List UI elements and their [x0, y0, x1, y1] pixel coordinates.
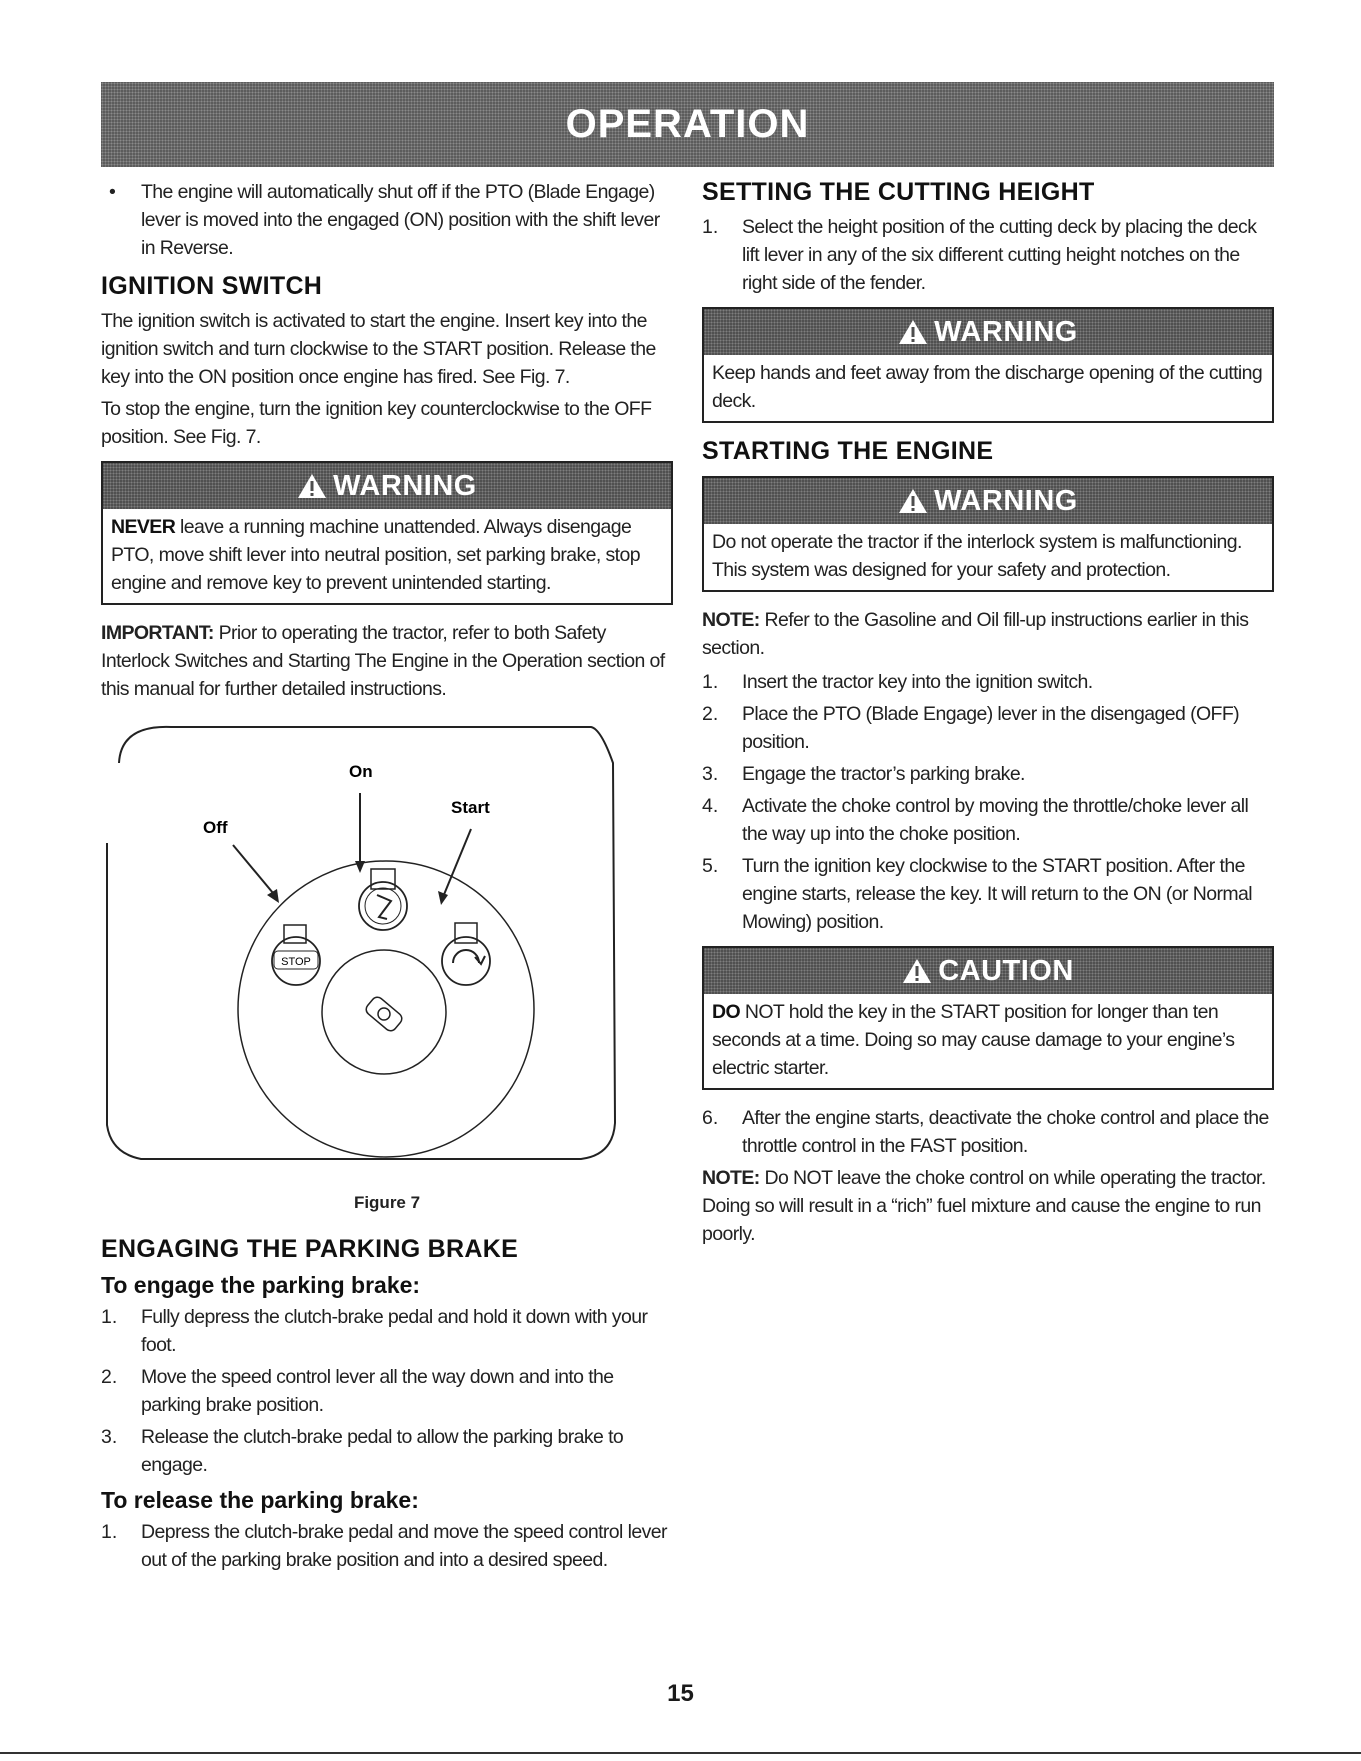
warning-title: WARNING	[934, 315, 1078, 348]
list-item: 3. Release the clutch-brake pedal to allow the parking brake to engage.	[101, 1426, 624, 1476]
stop-position-icon	[272, 925, 320, 985]
on-position-icon	[359, 869, 407, 930]
list-item: 6. After the engine starts, deactivate the choke control and place the throttle control in the FAST position.	[702, 1107, 1269, 1157]
caution-text	[704, 994, 1272, 1088]
caution-lead: DO	[712, 1001, 741, 1023]
warning-header	[704, 478, 1272, 524]
warning-box-interlock	[702, 476, 1274, 592]
list-item: 1. Insert the tractor key into the ignition switch.	[702, 671, 1093, 693]
parking-brake-heading: ENGAGING THE PARKING BRAKE	[101, 1235, 519, 1263]
on-label: On	[349, 762, 373, 781]
note-text: Refer to the Gasoline and Oil fill-up instructions earlier in this section.	[702, 609, 1249, 659]
list-item: 2. Move the speed control lever all the way down and into the parking brake position.	[101, 1366, 614, 1416]
warning-title: WARNING	[934, 484, 1078, 517]
warning-triangle-icon	[898, 488, 928, 514]
starting-engine-heading: STARTING THE ENGINE	[702, 437, 994, 465]
list-item: 1. Depress the clutch-brake pedal and move the speed control lever out of the parking brake position and into a desired speed.	[101, 1521, 667, 1571]
list-item: 3. Engage the tractor’s parking brake.	[702, 763, 1025, 785]
note-text: Do NOT leave the choke control on while operating the tractor. Doing so will result in a “rich” fuel mixture and cause the engine to run poorly.	[702, 1167, 1266, 1245]
cutting-height-steps	[702, 213, 1274, 297]
warning-lead: NEVER	[111, 516, 176, 538]
important-lead: IMPORTANT:	[101, 622, 214, 644]
start-label: Start	[451, 798, 490, 817]
ignition-paragraph-2: To stop the engine, turn the ignition key counterclockwise to the OFF position. See Fig. 7.	[101, 398, 652, 448]
bottom-rule	[0, 1752, 1361, 1754]
pto-shutoff-bullet: • The engine will automatically shut off if the PTO (Blade Engage) lever is moved into the engaged (ON) position with the shift lever in Reverse.	[101, 178, 673, 262]
warning-text: Keep hands and feet away from the discharge opening of the cutting deck.	[712, 362, 1263, 412]
starting-engine-steps	[702, 668, 1274, 936]
warning-text: Do not operate the tractor if the interlock system is malfunctioning. This system was designed for your safety and protection.	[712, 531, 1242, 581]
left-column	[101, 178, 673, 1578]
release-brake-heading: To release the parking brake:	[101, 1487, 419, 1513]
caution-body: NOT hold the key in the START position for longer than ten seconds at a time. Doing so may cause damage to your engine’s electric starter.	[712, 1001, 1235, 1079]
key-slot-icon	[364, 995, 404, 1033]
ignition-switch-diagram	[101, 723, 673, 1183]
list-item: 2. Place the PTO (Blade Engage) lever in the disengaged (OFF) position.	[702, 703, 1240, 753]
warning-body: leave a running machine unattended. Always disengage PTO, move shift lever into neutral position, set parking brake, stop engine and remove key to prevent unintended starting.	[111, 516, 640, 594]
important-note	[101, 619, 673, 703]
note-fillup	[702, 606, 1274, 662]
right-column	[702, 178, 1274, 1248]
caution-header	[704, 948, 1272, 994]
release-brake-steps	[101, 1518, 673, 1574]
cutting-height-heading: SETTING THE CUTTING HEIGHT	[702, 178, 1095, 206]
warning-box-discharge	[702, 307, 1274, 423]
page-number: 15	[667, 1680, 694, 1707]
note-lead: NOTE:	[702, 609, 760, 631]
engage-brake-steps	[101, 1303, 673, 1479]
important-text: Prior to operating the tractor, refer to both Safety Interlock Switches and Starting The Engine in the Operation section of this manual for further detailed instructions.	[101, 622, 665, 700]
off-pointer-arrow	[267, 889, 279, 903]
off-pointer	[233, 845, 273, 893]
starting-engine-step-6	[702, 1104, 1274, 1160]
warning-triangle-icon	[297, 473, 327, 499]
caution-box-starter	[702, 946, 1274, 1090]
page-title: OPERATION	[565, 102, 810, 146]
start-pointer	[443, 829, 471, 897]
start-position-icon	[442, 923, 490, 985]
note-choke	[702, 1164, 1274, 1248]
figure-frame	[107, 727, 615, 1159]
off-label: Off	[203, 818, 228, 837]
list-item: 1. Select the height position of the cutting deck by placing the deck lift lever in any of the six different cutting height notches on the right side of the fender.	[702, 216, 1257, 294]
warning-text	[103, 509, 671, 603]
caution-title: CAUTION	[938, 954, 1074, 987]
list-item: 1. Fully depress the clutch-brake pedal and hold it down with your foot.	[101, 1306, 648, 1356]
caution-triangle-icon	[902, 958, 932, 984]
section-banner	[101, 82, 1274, 167]
stop-label: STOP	[281, 956, 311, 968]
figure-7-ignition-switch	[101, 723, 673, 1183]
ignition-paragraph-1: The ignition switch is activated to start the engine. Insert key into the ignition switch and turn clockwise to the START position. Release the key into the ON position once engine has fired. See Fig. 7.	[101, 310, 656, 388]
figure-caption: Figure 7	[353, 1193, 421, 1212]
warning-box-unattended	[101, 461, 673, 605]
warning-title: WARNING	[333, 469, 477, 502]
engage-brake-heading: To engage the parking brake:	[101, 1272, 421, 1298]
warning-triangle-icon	[898, 319, 928, 345]
start-pointer-arrow	[438, 891, 448, 905]
list-item: 4. Activate the choke control by moving the throttle/choke lever all the way up into the choke position.	[702, 795, 1249, 845]
on-pointer-arrow	[355, 861, 365, 873]
warning-header	[103, 463, 671, 509]
switch-face-inner	[322, 950, 446, 1074]
note-lead: NOTE:	[702, 1167, 760, 1189]
warning-header	[704, 309, 1272, 355]
ignition-switch-heading: IGNITION SWITCH	[101, 272, 323, 300]
list-item: 5. Turn the ignition key clockwise to the START position. After the engine starts, release the key. It will return to the ON (or Normal Mowing) position.	[702, 855, 1252, 933]
